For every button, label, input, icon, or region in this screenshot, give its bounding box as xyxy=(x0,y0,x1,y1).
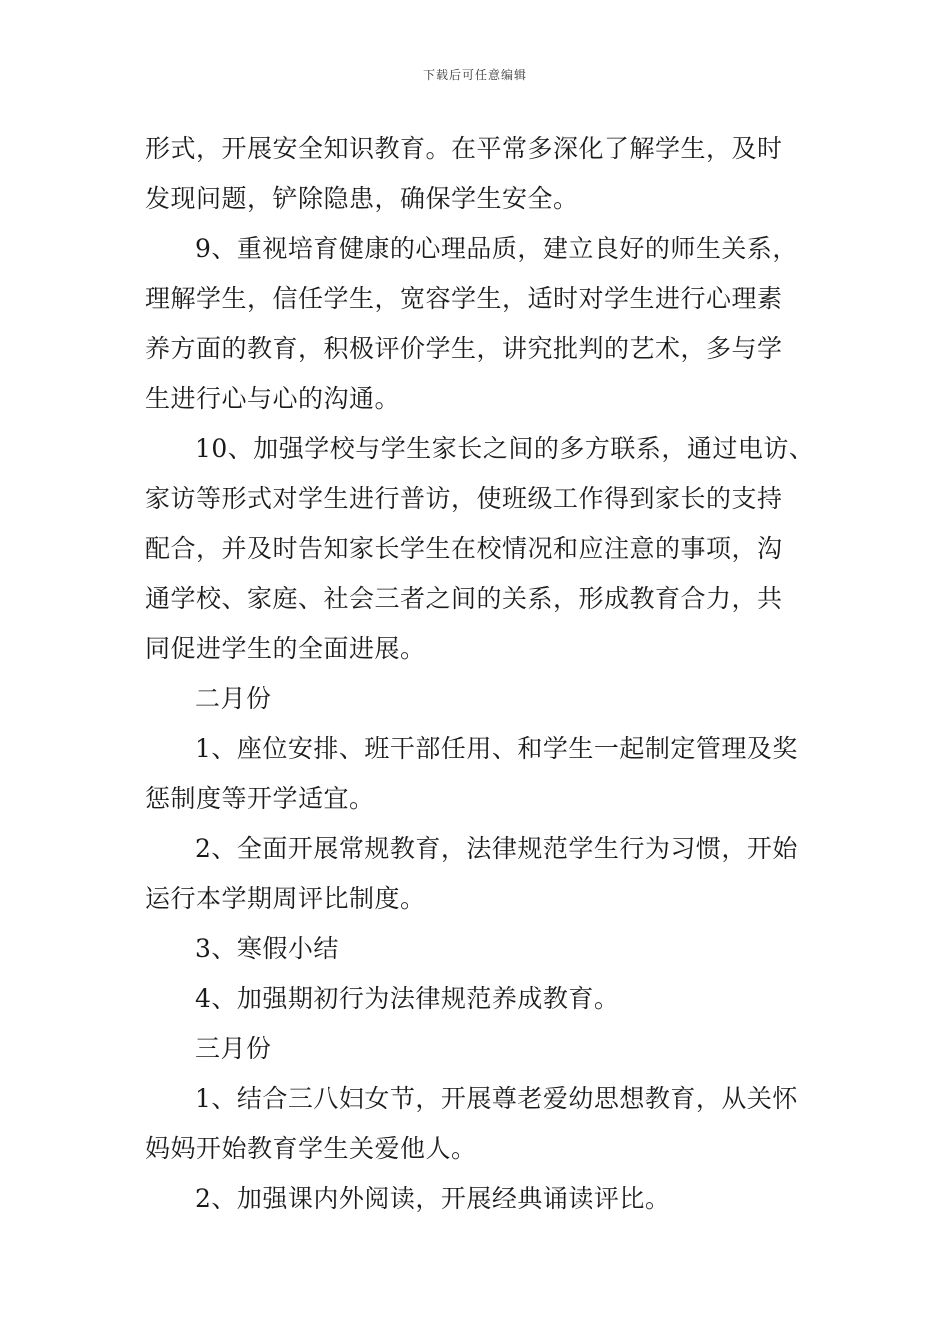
text-line: 发现问题，铲除隐患，确保学生安全。 xyxy=(145,184,579,213)
text-line: 形式，开展安全知识教育。在平常多深化了解学生，及时 xyxy=(145,134,783,163)
text-line: 3、寒假小结 xyxy=(195,934,339,963)
text-line: 家访等形式对学生进行普访，使班级工作得到家长的支持 xyxy=(145,484,783,513)
text-line: 10、加强学校与学生家长之间的多方联系，通过电访、 xyxy=(195,434,815,463)
text-line: 生进行心与心的沟通。 xyxy=(145,384,401,413)
document-body xyxy=(145,124,835,1224)
text-line: 4、加强期初行为法律规范养成教育。 xyxy=(195,984,620,1013)
text-line: 1、结合三八妇女节，开展尊老爱幼思想教育，从关怀 xyxy=(195,1084,798,1113)
page-header-note: 下载后可任意编辑 xyxy=(422,68,527,82)
text-line: 妈妈开始教育学生关爱他人。 xyxy=(145,1134,477,1163)
text-line: 运行本学期周评比制度。 xyxy=(145,884,426,913)
text-line: 1、座位安排、班干部任用、和学生一起制定管理及奖 xyxy=(195,734,798,763)
text-line: 三月份 xyxy=(195,1034,272,1063)
text-line: 9、重视培育健康的心理品质，建立良好的师生关系， xyxy=(195,234,798,263)
text-line: 同促进学生的全面进展。 xyxy=(145,634,426,663)
text-line: 通学校、家庭、社会三者之间的关系，形成教育合力，共 xyxy=(145,584,783,613)
text-line: 2、加强课内外阅读，开展经典诵读评比。 xyxy=(195,1184,671,1213)
text-line: 配合，并及时告知家长学生在校情况和应注意的事项，沟 xyxy=(145,534,783,563)
text-line: 2、全面开展常规教育，法律规范学生行为习惯，开始 xyxy=(195,834,798,863)
text-line: 二月份 xyxy=(195,684,272,713)
text-line: 养方面的教育，积极评价学生，讲究批判的艺术，多与学 xyxy=(145,334,783,363)
text-line: 理解学生，信任学生，宽容学生，适时对学生进行心理素 xyxy=(145,284,783,313)
text-line: 惩制度等开学适宜。 xyxy=(145,784,375,813)
